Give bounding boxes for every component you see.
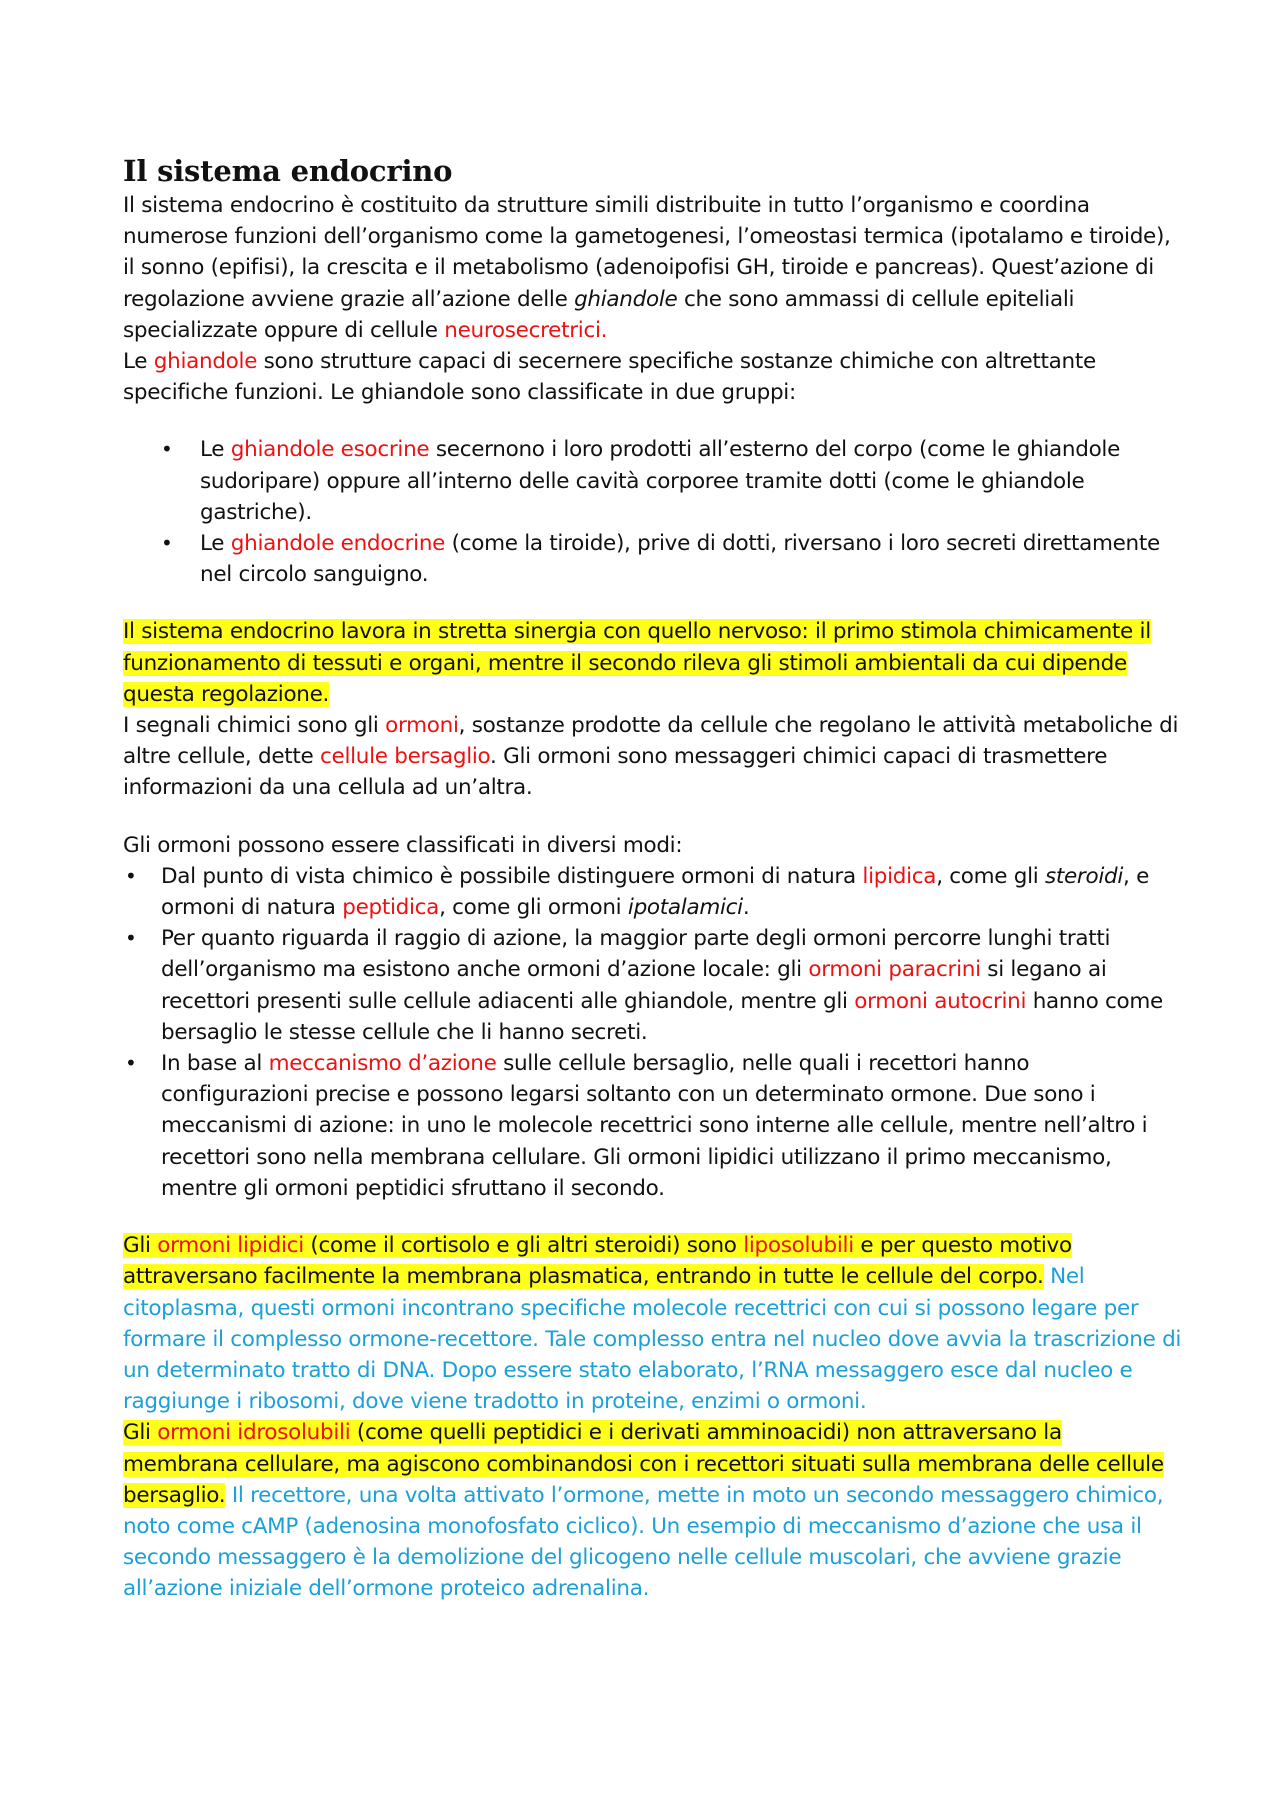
text: Le (200, 437, 231, 463)
italic-term: steroidi (1044, 863, 1124, 889)
text: e per questo motivo attraversano facilmente la membrana plasmatica, entrando in tutte le cellule del corpo. (123, 1233, 1072, 1290)
page-title: Il sistema endocrino (123, 154, 453, 188)
red-term: ghiandole esocrine (230, 437, 430, 463)
classification-intro: Gli ormoni possono essere classificati in diversi modi: (123, 832, 683, 858)
water-hormones-paragraph (123, 1417, 1183, 1604)
text: . (742, 895, 750, 921)
text: (come quelli peptidici e i derivati amminoacidi) non attraversano la membrana cellulare, ma agiscono combinandosi con i recettori situati sulla membrana delle cellule bersaglio. (123, 1420, 1164, 1508)
text: che sono ammassi di cellule epiteliali specializzate oppure di cellule (123, 286, 1075, 343)
blue-text: Nel citoplasma, questi ormoni incontrano specifiche molecole recettrici con cui si possono legare per formare il complesso ormone-recettore. Tale complesso entra nel nucleo dove avvia la trascrizione di un determinato tratto di DNA. Dopo essere stato elaborato, l’RNA messaggero esce dal nucleo e raggiunge i ribosomi, dove viene tradotto in proteine, enzimi o ormoni. (123, 1264, 1182, 1415)
list-item (123, 861, 1183, 923)
text: si legano ai recettori presenti sulle cellule adiacenti alle ghiandole, mentre gli (161, 957, 1107, 1014)
red-term: ormoni paracrini (808, 957, 981, 983)
intro-paragraph (123, 190, 1183, 346)
red-term: ormoni lipidici (157, 1233, 304, 1259)
text: I segnali chimici sono gli (123, 713, 386, 739)
text: Le (200, 531, 231, 557)
red-term: lipidica (862, 863, 937, 889)
classification-list (123, 861, 1183, 1204)
list-item (123, 528, 1183, 590)
spacer (123, 408, 1183, 434)
red-term: ormoni idrosolubili (157, 1420, 351, 1446)
list-item (123, 434, 1183, 528)
text: , come gli ormoni (439, 895, 628, 921)
red-term: ghiandole (153, 349, 258, 375)
text: Gli (123, 1420, 158, 1446)
italic-term: ghiandole (574, 286, 678, 312)
red-term: neurosecretrici. (444, 317, 608, 343)
text: sulle cellule bersaglio, nelle quali i recettori hanno configurazioni precise e possono legarsi soltanto con un determinato ormone. Due sono i meccanismi di azione: in uno le molecole recettrici sono interne alle cellule, mentre nell’altro i recettori sono nella membrana cellulare. Gli ormoni lipidici utilizzano il primo meccanismo, mentre gli ormoni peptidici sfruttano il secondo. (161, 1051, 1148, 1201)
red-term: liposolubili (743, 1233, 854, 1259)
text: , sostanze prodotte da cellule che regolano le attività metaboliche di altre cellule, dette (123, 713, 1179, 770)
text: Le (123, 349, 154, 375)
spacer (123, 804, 1183, 830)
text: . Gli ormoni sono messaggeri chimici capaci di trasmettere informazioni da una cellula ad un’altra. (123, 744, 1108, 801)
highlighted-text (123, 1233, 1072, 1289)
red-term: peptidica (342, 895, 440, 921)
document-page (123, 152, 1183, 1605)
text: (come la tiroide), prive di dotti, riversano i loro secreti direttamente nel circolo sanguigno. (200, 531, 1160, 588)
text: Gli (123, 1233, 158, 1259)
text: Dal punto di vista chimico è possibile distinguere ormoni di natura (161, 863, 863, 889)
bullet-icon: • (161, 531, 173, 556)
text: , come gli (936, 863, 1045, 889)
red-term: cellule bersaglio (320, 744, 491, 770)
blue-text: Il recettore, una volta attivato l’ormone, mette in moto un secondo messaggero chimico, noto come cAMP (adenosina monofosfato ciclico). Un esempio di meccanismo d’azione che usa il secondo messaggero è la demolizione del glicogeno nelle cellule muscolari, che avviene grazie all’azione iniziale dell’ormone proteico adrenalina. (123, 1482, 1164, 1602)
glands-list (123, 434, 1183, 590)
bullet-icon: • (125, 1051, 137, 1076)
text: Per quanto riguarda il raggio di azione, la maggior parte degli ormoni percorre lunghi tratti dell’organismo ma esistono anche ormoni d’azione locale: gli (161, 926, 1111, 983)
spacer (123, 590, 1183, 616)
text: , e ormoni di natura (161, 863, 1150, 921)
text: In base al (161, 1051, 269, 1077)
text: secernono i loro prodotti all’esterno del corpo (come le ghiandole sudoripare) oppure all’interno delle cavità corporee tramite dotti (come le ghiandole gastriche). (200, 437, 1121, 525)
list-item (123, 1048, 1183, 1204)
text: hanno come bersaglio le stesse cellule che li hanno secreti. (161, 988, 1163, 1045)
bullet-icon: • (125, 926, 137, 951)
spacer (123, 1204, 1183, 1230)
bullet-icon: • (161, 437, 173, 462)
red-term: meccanismo d’azione (268, 1051, 497, 1077)
lipid-hormones-paragraph (123, 1230, 1183, 1417)
highlighted-paragraph (123, 616, 1183, 710)
italic-term: ipotalamici (627, 895, 743, 921)
red-term: ormoni autocrini (854, 988, 1027, 1014)
highlighted-text: Il sistema endocrino lavora in stretta sinergia con quello nervoso: il primo stimola chimicamente il funzionamento di tessuti e organi, mentre il secondo rileva gli stimoli ambientali da cui dipende questa regolazione. (123, 619, 1151, 707)
text: sono strutture capaci di secernere specifiche sostanze chimiche con altrettante specifiche funzioni. Le ghiandole sono classificate in due gruppi: (123, 349, 1096, 406)
red-term: ormoni (385, 713, 459, 739)
glands-paragraph (123, 346, 1183, 408)
hormones-paragraph (123, 710, 1183, 804)
text: (come il cortisolo e gli altri steroidi) sono (303, 1233, 744, 1259)
red-term: ghiandole endocrine (230, 531, 446, 557)
bullet-icon: • (125, 863, 137, 888)
text: Il sistema endocrino è costituito da strutture simili distribuite in tutto l’organismo e coordina numerose funzioni dell’organismo come la gametogenesi, l’omeostasi termica (ipotalamo e tiroide), il sonno (epifisi), la crescita e il metabolismo (adenoipofisi GH, tiroide e pancreas). Quest’azione di regolazione avviene grazie all’azione delle (123, 193, 1171, 312)
list-item (123, 923, 1183, 1048)
